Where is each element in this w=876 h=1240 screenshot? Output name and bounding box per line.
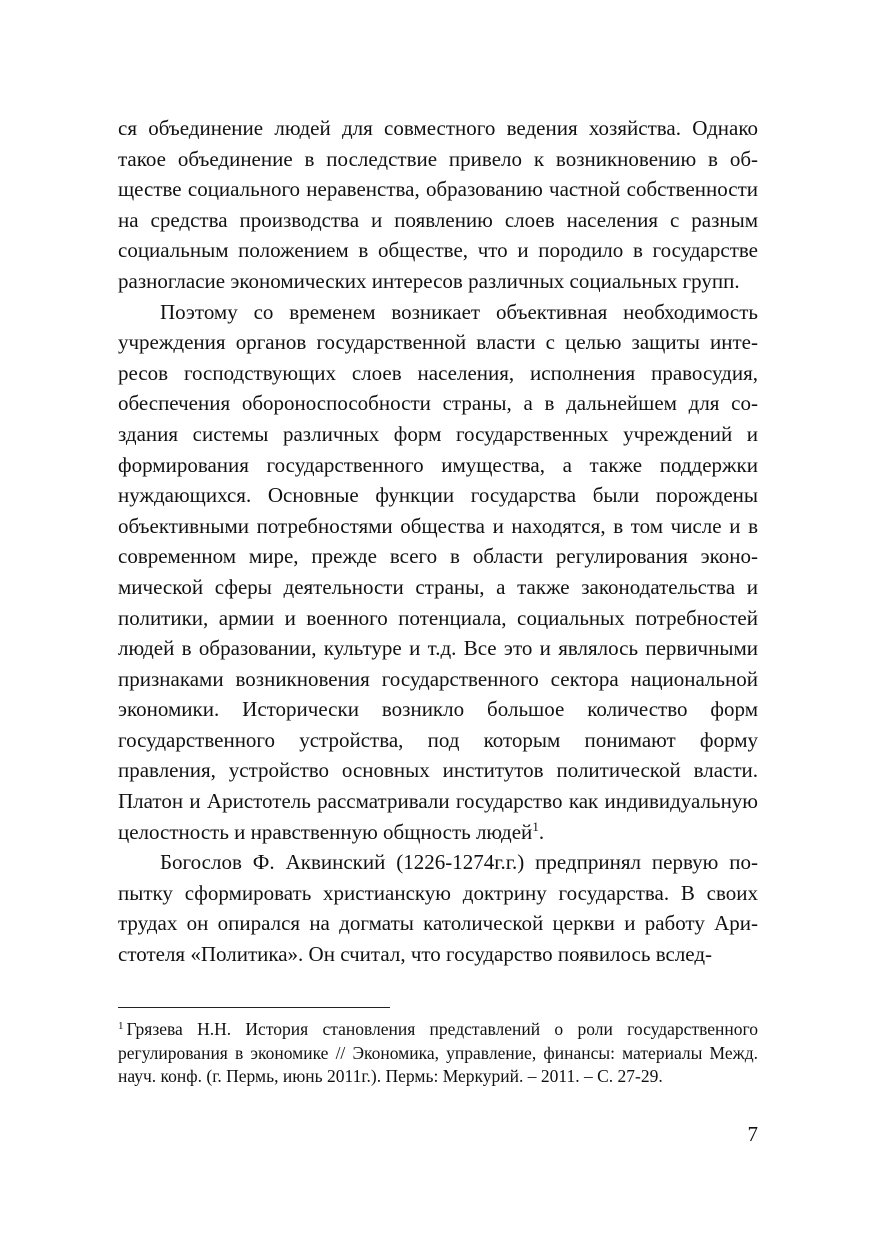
paragraph-1 xyxy=(118,113,758,297)
page-number: 7 xyxy=(747,1122,758,1146)
paragraph-3 xyxy=(118,847,758,969)
paragraph-2 xyxy=(118,297,758,848)
footnote-number: 1 xyxy=(118,1020,124,1032)
footnote-divider xyxy=(118,1007,390,1008)
paragraph-3-text: Богослов Ф. Аквинский (1226-1274г.г.) предпринял первую попытку сформировать христианскую доктрину государства. В своих трудах он опирался на догматы католической церкви и работу Аристотеля «Политика». Он считал, что государство появилось вслед- xyxy=(118,850,758,967)
footnote-text: Грязева Н.Н. История становления представлений о роли государственного регулирования в экономике // Экономика, управление, финансы: материалы Межд. науч. конф. (г. Пермь, июнь 2011г.). Пермь: Меркурий. – 2011. – С. 27-29. xyxy=(118,1019,758,1087)
footnote xyxy=(118,1018,758,1089)
paragraph-2-text: Поэтому со временем возникает объективная необходимость учреждения органов государственной власти с целью защиты интересов господствующих слоев населения, исполнения правосудия, обеспечения обороноспособности страны, а в дальнейшем для создания системы различных форм государственных учреждений и формирования государственного имущества, а также поддержки нуждающихся. Основные функции государства были порождены объективными потребностями общества и находятся, в том числе и в современном мире, прежде всего в области регулирования экономической сферы деятельности страны, а также законодательства и политики, армии и военного потенциала, социальных потребностей людей в образовании, культуре и т.д. Все это и являлось первичными признаками возникновения государственного сектора национальной экономики. Исторически возникло большое количество форм государственного устройства, под которым понимают форму правления, устройство основных институтов политической власти. Платон и Аристотель рассматривали государство как индивидуальную целостность и нравственную общность людей xyxy=(118,299,758,844)
footnote-reference[interactable]: 1 xyxy=(532,818,539,834)
paragraph-1-text: ся объединение людей для совместного ведения хозяйства. Однако такое объединение в последствие привело к возникновению в обществе социального неравенства, образованию частной собственности на средства производства и появлению слоев населения с разным социальным положением в обществе, что и породило в государстве разногласие экономических интересов различных социальных групп. xyxy=(118,116,758,293)
page-body xyxy=(118,113,758,970)
paragraph-2-end: . xyxy=(538,819,545,844)
